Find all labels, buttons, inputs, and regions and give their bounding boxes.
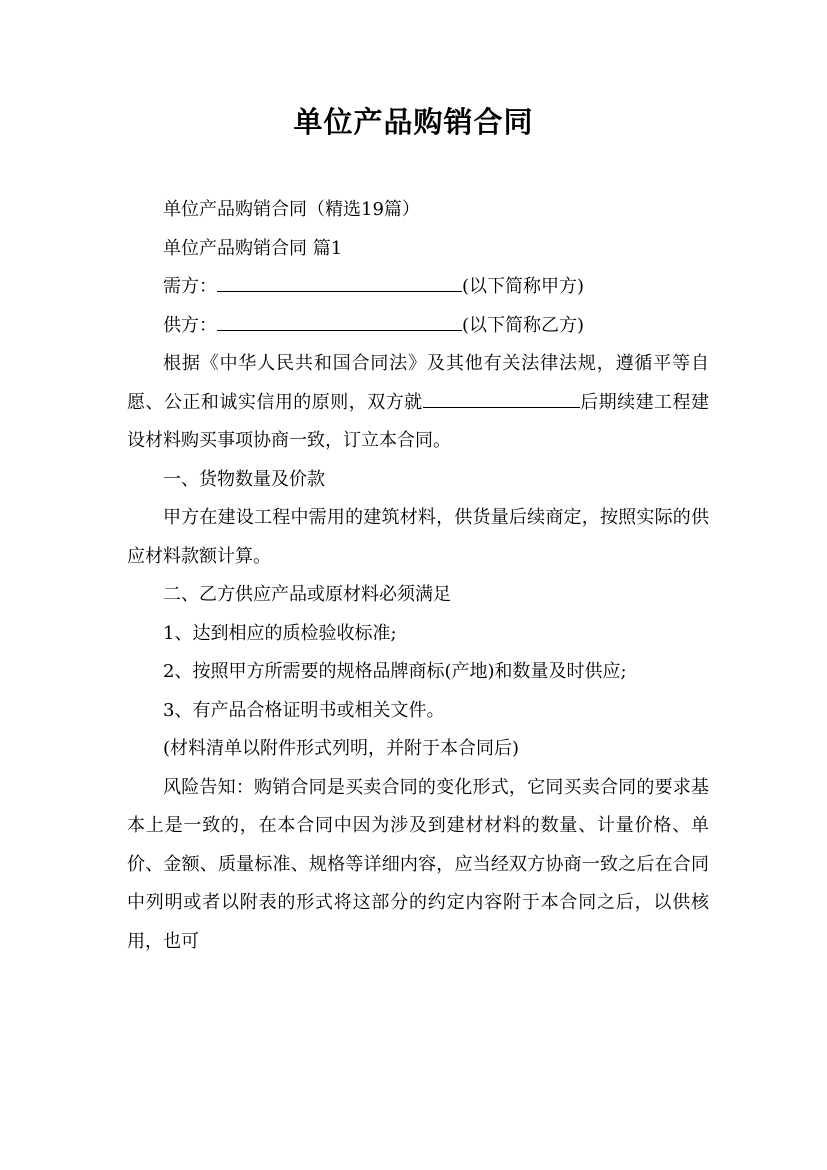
party-a-label: 需方： <box>163 276 217 297</box>
clause1-text: 甲方在建设工程中需用的建筑材料，供货量后续商定，按照实际的供应材料款额计算。 <box>127 507 709 567</box>
party-b-blank <box>217 312 462 331</box>
document-title: 单位产品购销合同 <box>293 105 534 139</box>
clause2-note: (材料清单以附件形式列明，并附于本合同后) <box>163 738 520 759</box>
party-b-label: 供方： <box>163 314 217 336</box>
party-a-line <box>127 268 709 307</box>
clause2-heading: 二、乙方供应产品或原材料必须满足 <box>163 584 451 605</box>
intro-paragraph <box>127 345 709 461</box>
party-a-suffix: (以下简称甲方) <box>462 276 585 297</box>
document-body <box>127 191 709 961</box>
intro-text-1: 根据《中华人民共和国合同法》及其他有关法律法规，遵循平等自愿、公正和诚实信用的原则，双方就 <box>127 353 709 413</box>
party-b-suffix: (以下简称乙方) <box>462 314 585 336</box>
clause2-item-3: 3、有产品合格证明书或相关文件。 <box>163 699 445 721</box>
party-b-line <box>127 307 709 346</box>
intro-text-2: 后期续建工程建设材料购买事项协商一致，订立本合同。 <box>127 391 710 451</box>
risk-notice: 风险告知：购销合同是买卖合同的变化形式，它同买卖合同的要求基本上是一致的，在本合同中因为涉及到建材材料的数量、计量价格、单价、金额、质量标准、规格等详细内容，应当经双方协商一致之后在合同中列明或者以附表的形式将这部分的约定内容附于本合同之后，以供核用，也可 <box>127 776 709 952</box>
section-title: 单位产品购销合同 篇1 <box>163 237 343 259</box>
clause2-item-1: 1、达到相应的质检验收标准; <box>163 622 397 644</box>
party-a-blank <box>217 273 462 292</box>
subtitle: 单位产品购销合同（精选19篇） <box>163 199 420 220</box>
project-blank <box>423 389 580 408</box>
clause2-item-2: 2、按照甲方所需要的规格品牌商标(产地)和数量及时供应; <box>163 661 627 682</box>
clause1-heading: 一、货物数量及价款 <box>163 468 325 490</box>
